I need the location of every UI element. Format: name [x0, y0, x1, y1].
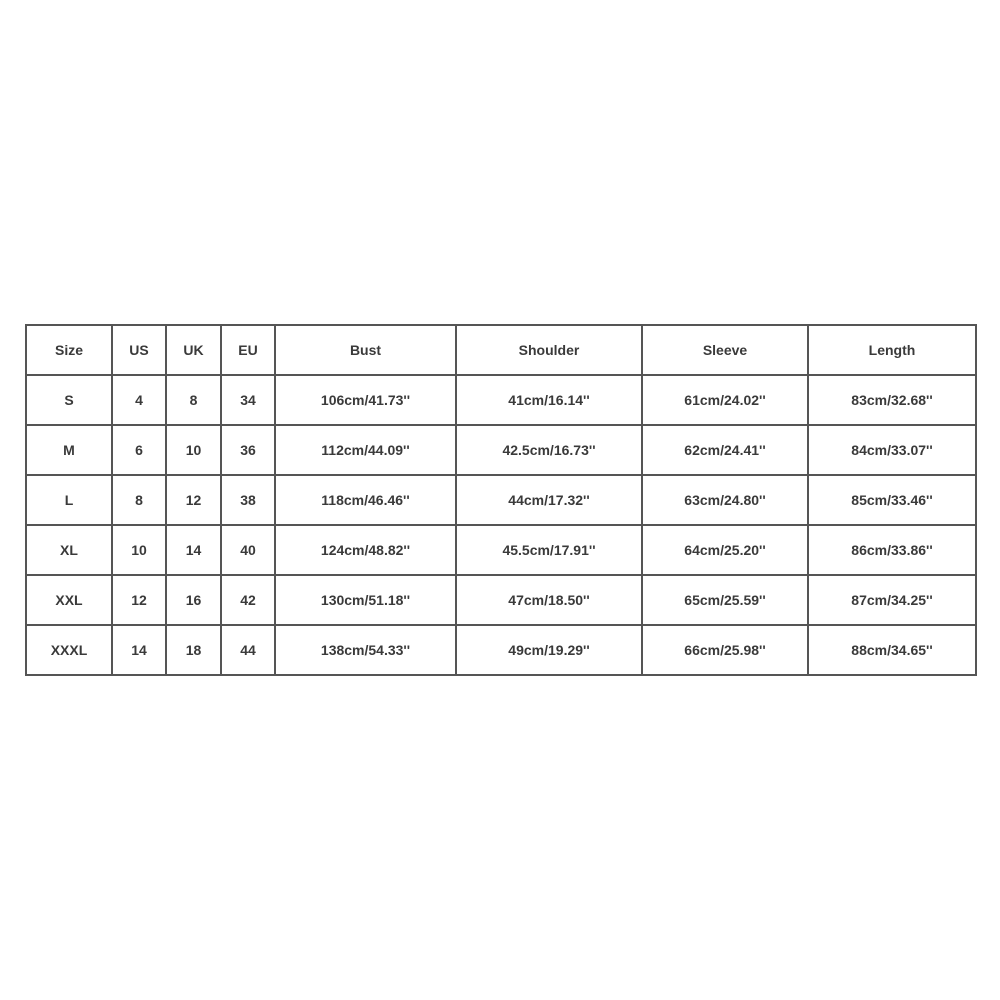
- table-header-row: [26, 325, 976, 375]
- cell-shoulder: 47cm/18.50'': [456, 575, 642, 625]
- cell-shoulder: 41cm/16.14'': [456, 375, 642, 425]
- cell-sleeve: 65cm/25.59'': [642, 575, 808, 625]
- cell-uk: 12: [166, 475, 221, 525]
- cell-length: 85cm/33.46'': [808, 475, 976, 525]
- cell-us: 14: [112, 625, 166, 675]
- header-length: Length: [808, 325, 976, 375]
- cell-bust: 130cm/51.18'': [275, 575, 456, 625]
- cell-bust: 106cm/41.73'': [275, 375, 456, 425]
- cell-bust: 112cm/44.09'': [275, 425, 456, 475]
- cell-length: 86cm/33.86'': [808, 525, 976, 575]
- header-bust: Bust: [275, 325, 456, 375]
- table-row: [26, 375, 976, 425]
- header-shoulder: Shoulder: [456, 325, 642, 375]
- table-row: [26, 575, 976, 625]
- table-row: [26, 525, 976, 575]
- cell-bust: 118cm/46.46'': [275, 475, 456, 525]
- cell-sleeve: 62cm/24.41'': [642, 425, 808, 475]
- cell-size: L: [26, 475, 112, 525]
- cell-uk: 10: [166, 425, 221, 475]
- cell-eu: 44: [221, 625, 275, 675]
- cell-eu: 38: [221, 475, 275, 525]
- cell-us: 10: [112, 525, 166, 575]
- header-eu: EU: [221, 325, 275, 375]
- cell-size: S: [26, 375, 112, 425]
- cell-uk: 8: [166, 375, 221, 425]
- size-chart-table: [25, 324, 977, 676]
- header-sleeve: Sleeve: [642, 325, 808, 375]
- header-uk: UK: [166, 325, 221, 375]
- cell-shoulder: 42.5cm/16.73'': [456, 425, 642, 475]
- cell-size: XXL: [26, 575, 112, 625]
- header-size: Size: [26, 325, 112, 375]
- table-row: [26, 625, 976, 675]
- cell-length: 88cm/34.65'': [808, 625, 976, 675]
- cell-us: 4: [112, 375, 166, 425]
- cell-uk: 16: [166, 575, 221, 625]
- cell-length: 84cm/33.07'': [808, 425, 976, 475]
- cell-uk: 14: [166, 525, 221, 575]
- cell-eu: 42: [221, 575, 275, 625]
- cell-bust: 124cm/48.82'': [275, 525, 456, 575]
- cell-us: 12: [112, 575, 166, 625]
- cell-eu: 36: [221, 425, 275, 475]
- cell-us: 8: [112, 475, 166, 525]
- cell-sleeve: 66cm/25.98'': [642, 625, 808, 675]
- cell-sleeve: 63cm/24.80'': [642, 475, 808, 525]
- header-us: US: [112, 325, 166, 375]
- cell-us: 6: [112, 425, 166, 475]
- cell-eu: 40: [221, 525, 275, 575]
- cell-shoulder: 49cm/19.29'': [456, 625, 642, 675]
- cell-size: XL: [26, 525, 112, 575]
- cell-sleeve: 61cm/24.02'': [642, 375, 808, 425]
- cell-bust: 138cm/54.33'': [275, 625, 456, 675]
- cell-shoulder: 45.5cm/17.91'': [456, 525, 642, 575]
- cell-length: 87cm/34.25'': [808, 575, 976, 625]
- cell-size: XXXL: [26, 625, 112, 675]
- cell-sleeve: 64cm/25.20'': [642, 525, 808, 575]
- cell-uk: 18: [166, 625, 221, 675]
- cell-eu: 34: [221, 375, 275, 425]
- table-row: [26, 475, 976, 525]
- table-row: [26, 425, 976, 475]
- cell-length: 83cm/32.68'': [808, 375, 976, 425]
- cell-shoulder: 44cm/17.32'': [456, 475, 642, 525]
- cell-size: M: [26, 425, 112, 475]
